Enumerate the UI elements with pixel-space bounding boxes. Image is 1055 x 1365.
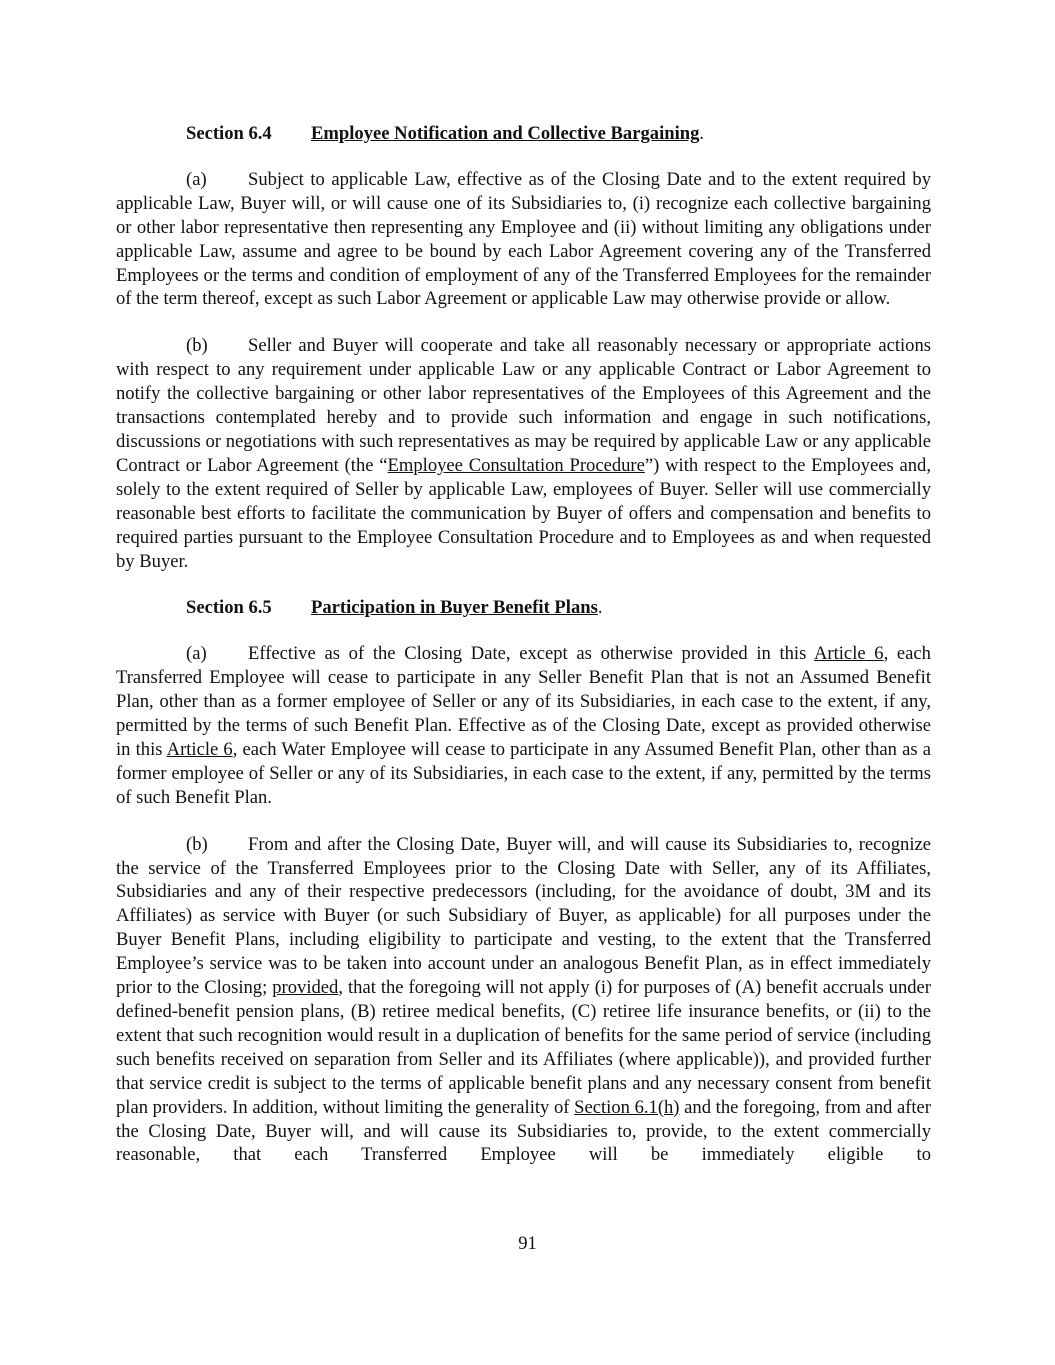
paragraph-text: , that the foregoing will not apply (i) for purposes of (A) benefit accruals under defined-benefit pension plans, (B) retiree medical benefits, (C) retiree life insurance benefits, or (ii) to the extent that such recognition would result in a duplication of benefits for the same period of service (including such benefits received on separation from Seller and its Affiliates (where applicable)), and provided further that service credit is subject to the terms of applicable benefit plans and any necessary consent from benefit plan providers. In addition, without limiting the generality of [116,977,931,1118]
section-6-5-heading: Section 6.5 Participation in Buyer Benefit Plans. [186,597,603,619]
paragraph-text: ”) with respect to the Employees and, solely to the extent required of Seller by applicable Law, employees of Buyer. Seller will use commercially reasonable best efforts to facilitate the communication by Buyer of offers and compensation and benefits to required parties pursuant to the Employee Consultation Procedure and to Employees as and when requested by Buyer. [116,454,931,572]
provided-term: provided [272,977,339,999]
document-page [116,122,931,1167]
section-number: Section 6.4 [186,123,272,144]
paragraph-label: (a) [186,643,207,665]
page-number: 91 [518,1233,537,1254]
paragraph-text: Effective as of the Closing Date, except as otherwise provided in this [248,643,814,665]
paragraph-label: (a) [186,168,207,190]
article-6-reference-link[interactable]: Article 6 [166,738,233,760]
section-6-5-paragraph-a [116,642,931,809]
paragraph-text: , each Transferred Employee will cease to participate in any Seller Benefit Plan that is not an Assumed Benefit Plan, other than as a former employee of Seller or any of its Subsidiaries, in each case to the extent, if any, permitted by the terms of such Benefit Plan. Effective as of the Closing Date, except as provided otherwise in this [116,643,931,760]
paragraph-label: (b) [186,833,208,855]
section-number: Section 6.5 [186,597,272,619]
paragraph-label: (b) [186,335,208,357]
section-6-1h-reference-link[interactable]: Section 6.1(h) [574,1096,680,1118]
paragraph-text: Seller and Buyer will cooperate and take all reasonably necessary or appropriate actions with respect to any requirement under applicable Law or any applicable Contract or Labor Agreement to notify the collective bargaining or other labor representatives of the Employees of this Agreement and the transactions contemplated hereby and to provide such information and engage in such notifications, discussions or negotiations with such representatives as may be required by applicable Law or any applicable Contract or Labor Agreement (the “ [116,335,931,476]
paragraph-text: From and after the Closing Date, Buyer will, and will cause its Subsidiaries to, recognize the service of the Transferred Employees prior to the Closing Date with Seller, any of its Affiliates, Subsidiaries and any of their respective predecessors (including, for the avoidance of doubt, 3M and its Affiliates) as service with Buyer (or such Subsidiary of Buyer, as applicable) for all purposes under the Buyer Benefit Plans, including eligibility to participate and vesting, to the extent that the Transferred Employee’s service was to be taken into account under an analogous Benefit Plan, as in effect immediately prior to the Closing; [116,833,931,999]
section-6-4-paragraph-a [116,168,931,311]
section-6-4-heading: Section 6.4 Employee Notification and Collective Bargaining. [186,123,705,144]
paragraph-text: Subject to applicable Law, effective as of the Closing Date and to the extent required by applicable Law, Buyer will, or will cause one of its Subsidiaries to, (i) recognize each collective bargaining or other labor representative then representing any Employee and (ii) without limiting any obligations under applicable Law, assume and agree to be bound by each Labor Agreement covering any of the Transferred Employees or the terms and condition of employment of any of the Transferred Employees for the remainder of the term thereof, except as such Labor Agreement or applicable Law may otherwise provide or allow. [116,168,931,310]
section-title: Participation in Buyer Benefit Plans [311,597,598,619]
section-title: Employee Notification and Collective Bargaining [311,123,700,144]
paragraph-text: and the foregoing, from and after the Closing Date, Buyer will, and will cause its Subsidiaries to, provide, to the extent commercially reasonable, that each Transferred Employee will be immediately eligible to [116,1096,931,1166]
paragraph-text: , each Water Employee will cease to participate in any Assumed Benefit Plan, other than as a former employee of Seller or any of its Subsidiaries, in each case to the extent, if any, permitted by the terms of such Benefit Plan. [116,738,931,808]
article-6-reference-link[interactable]: Article 6 [813,643,884,665]
section-6-5-paragraph-b [116,833,931,1168]
section-6-4-paragraph-b [116,334,931,573]
defined-term: Employee Consultation Procedure [387,454,645,476]
